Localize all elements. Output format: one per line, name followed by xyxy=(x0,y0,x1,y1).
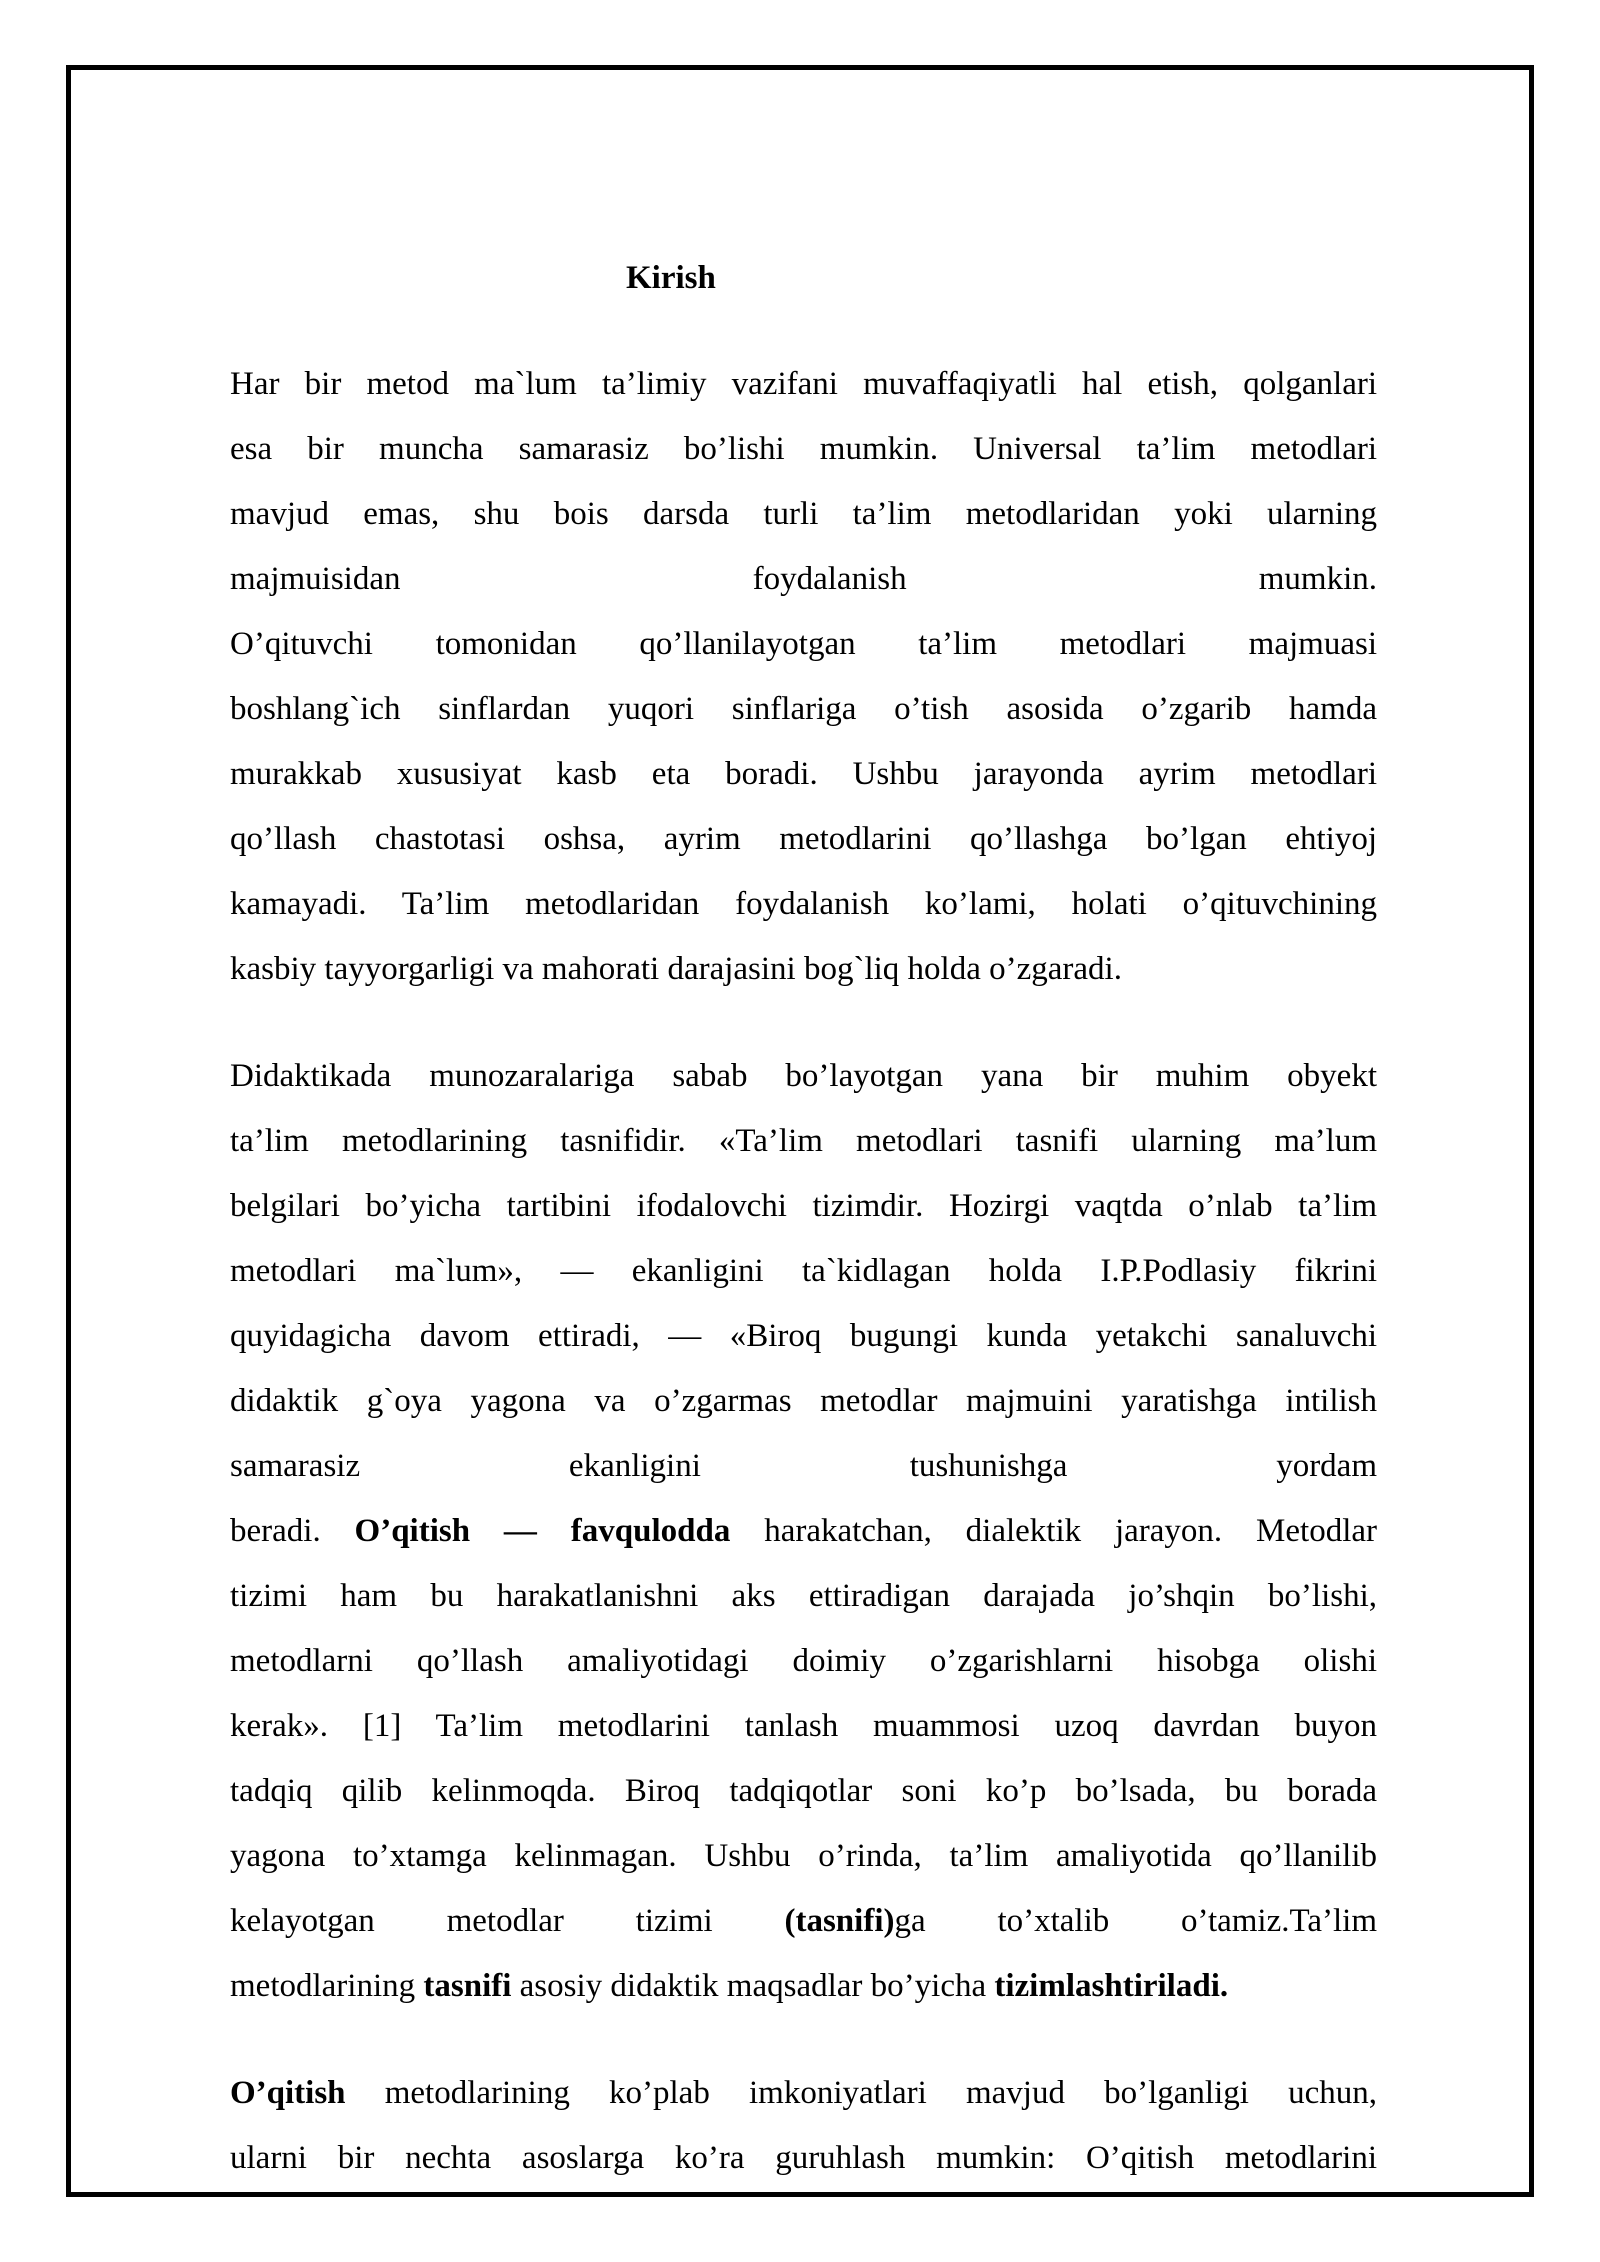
text-line: boshlang`ich sinflardan yuqori sinflariga o’tish asosida o’zgarib hamda xyxy=(230,691,1377,727)
paragraph-2 xyxy=(230,1044,1377,2019)
bold-text: O’qitish xyxy=(230,2075,346,2111)
text-line: qo’llash chastotasi oshsa, ayrim metodlarini qo’llashga bo’lgan ehtiyoj xyxy=(230,821,1377,857)
text-line xyxy=(230,2061,1377,2126)
text-line: tizimi ham bu harakatlanishni aks ettiradigan darajada jo’shqin bo’lishi, xyxy=(230,1578,1377,1614)
text-line: kasbiy tayyorgarligi va mahorati darajasini bog`liq holda o’zgaradi. xyxy=(230,951,1122,987)
text-run: asosiy didaktik maqsadlar bo’yicha xyxy=(511,1968,995,2004)
text-line xyxy=(230,1889,1377,1954)
text-line: kamayadi. Ta’lim metodlaridan foydalanish ko’lami, holati o’qituvchining xyxy=(230,886,1377,922)
text-line xyxy=(230,1954,1377,2019)
text-run: metodlarining ko’plab imkoniyatlari mavjud bo’lganligi uchun, xyxy=(345,2075,1377,2111)
text-line: kerak». [1] Ta’lim metodlarini tanlash muammosi uzoq davrdan buyon xyxy=(230,1708,1377,1744)
text-line xyxy=(230,1499,1377,1564)
text-line: murakkab xususiyat kasb eta boradi. Ushbu jarayonda ayrim metodlari xyxy=(230,756,1377,792)
text-line: O’qituvchi tomonidan qo’llanilayotgan ta’lim metodlari majmuasi xyxy=(230,626,1377,662)
paragraph-3 xyxy=(230,2061,1377,2191)
text-run: beradi. xyxy=(230,1513,355,1549)
bold-text: tizimlashtiriladi. xyxy=(994,1968,1229,2004)
text-line: samarasiz ekanligini tushunishga yordam xyxy=(230,1448,1377,1484)
document-body xyxy=(230,252,1377,2233)
text-line: yagona to’xtamga kelinmagan. Ushbu o’rinda, ta’lim amaliyotida qo’llanilib xyxy=(230,1838,1377,1874)
document-title: Kirish xyxy=(626,260,716,296)
text-line: tadqiq qilib kelinmoqda. Biroq tadqiqotlar soni ko’p bo’lsada, bu borada xyxy=(230,1773,1377,1809)
text-line: Didaktikada munozaralariga sabab bo’layotgan yana bir muhim obyekt xyxy=(230,1058,1377,1094)
text-line: ta’lim metodlarining tasnifidir. «Ta’lim metodlari tasnifi ularning ma’lum xyxy=(230,1123,1377,1159)
text-line: majmuisidan foydalanish mumkin. xyxy=(230,561,1377,597)
text-line: metodlarni qo’llash amaliyotidagi doimiy o’zgarishlarni hisobga olishi xyxy=(230,1643,1377,1679)
text-line: mavjud emas, shu bois darsda turli ta’lim metodlaridan yoki ularning xyxy=(230,496,1377,532)
bold-text: (tasnifi) xyxy=(784,1903,895,1939)
text-run: kelayotgan metodlar tizimi xyxy=(230,1903,785,1939)
text-line: Har bir metod ma`lum ta’limiy vazifani muvaffaqiyatli hal etish, qolganlari xyxy=(230,366,1377,402)
text-run: ga to’xtalib o’tamiz.Ta’lim xyxy=(894,1903,1377,1939)
bold-text: O’qitish — favqulodda xyxy=(354,1513,731,1549)
text-line: metodlari ma`lum», — ekanligini ta`kidlagan holda I.P.Podlasiy fikrini xyxy=(230,1253,1377,1289)
bold-text: tasnifi xyxy=(423,1968,512,2004)
text-line: didaktik g`oya yagona va o’zgarmas metodlar majmuini yaratishga intilish xyxy=(230,1383,1377,1419)
text-line: belgilari bo’yicha tartibini ifodalovchi tizimdir. Hozirgi vaqtda o’nlab ta’lim xyxy=(230,1188,1377,1224)
text-line: ularni bir nechta asoslarga ko’ra guruhlash mumkin: O’qitish metodlarini xyxy=(230,2140,1377,2176)
text-line: quyidagicha davom ettiradi, — «Biroq bugungi kunda yetakchi sanaluvchi xyxy=(230,1318,1377,1354)
text-run: metodlarining xyxy=(230,1968,424,2004)
paragraph-1 xyxy=(230,352,1377,1002)
text-run: harakatchan, dialektik jarayon. Metodlar xyxy=(730,1513,1377,1549)
text-line: esa bir muncha samarasiz bo’lishi mumkin. Universal ta’lim metodlari xyxy=(230,431,1377,467)
